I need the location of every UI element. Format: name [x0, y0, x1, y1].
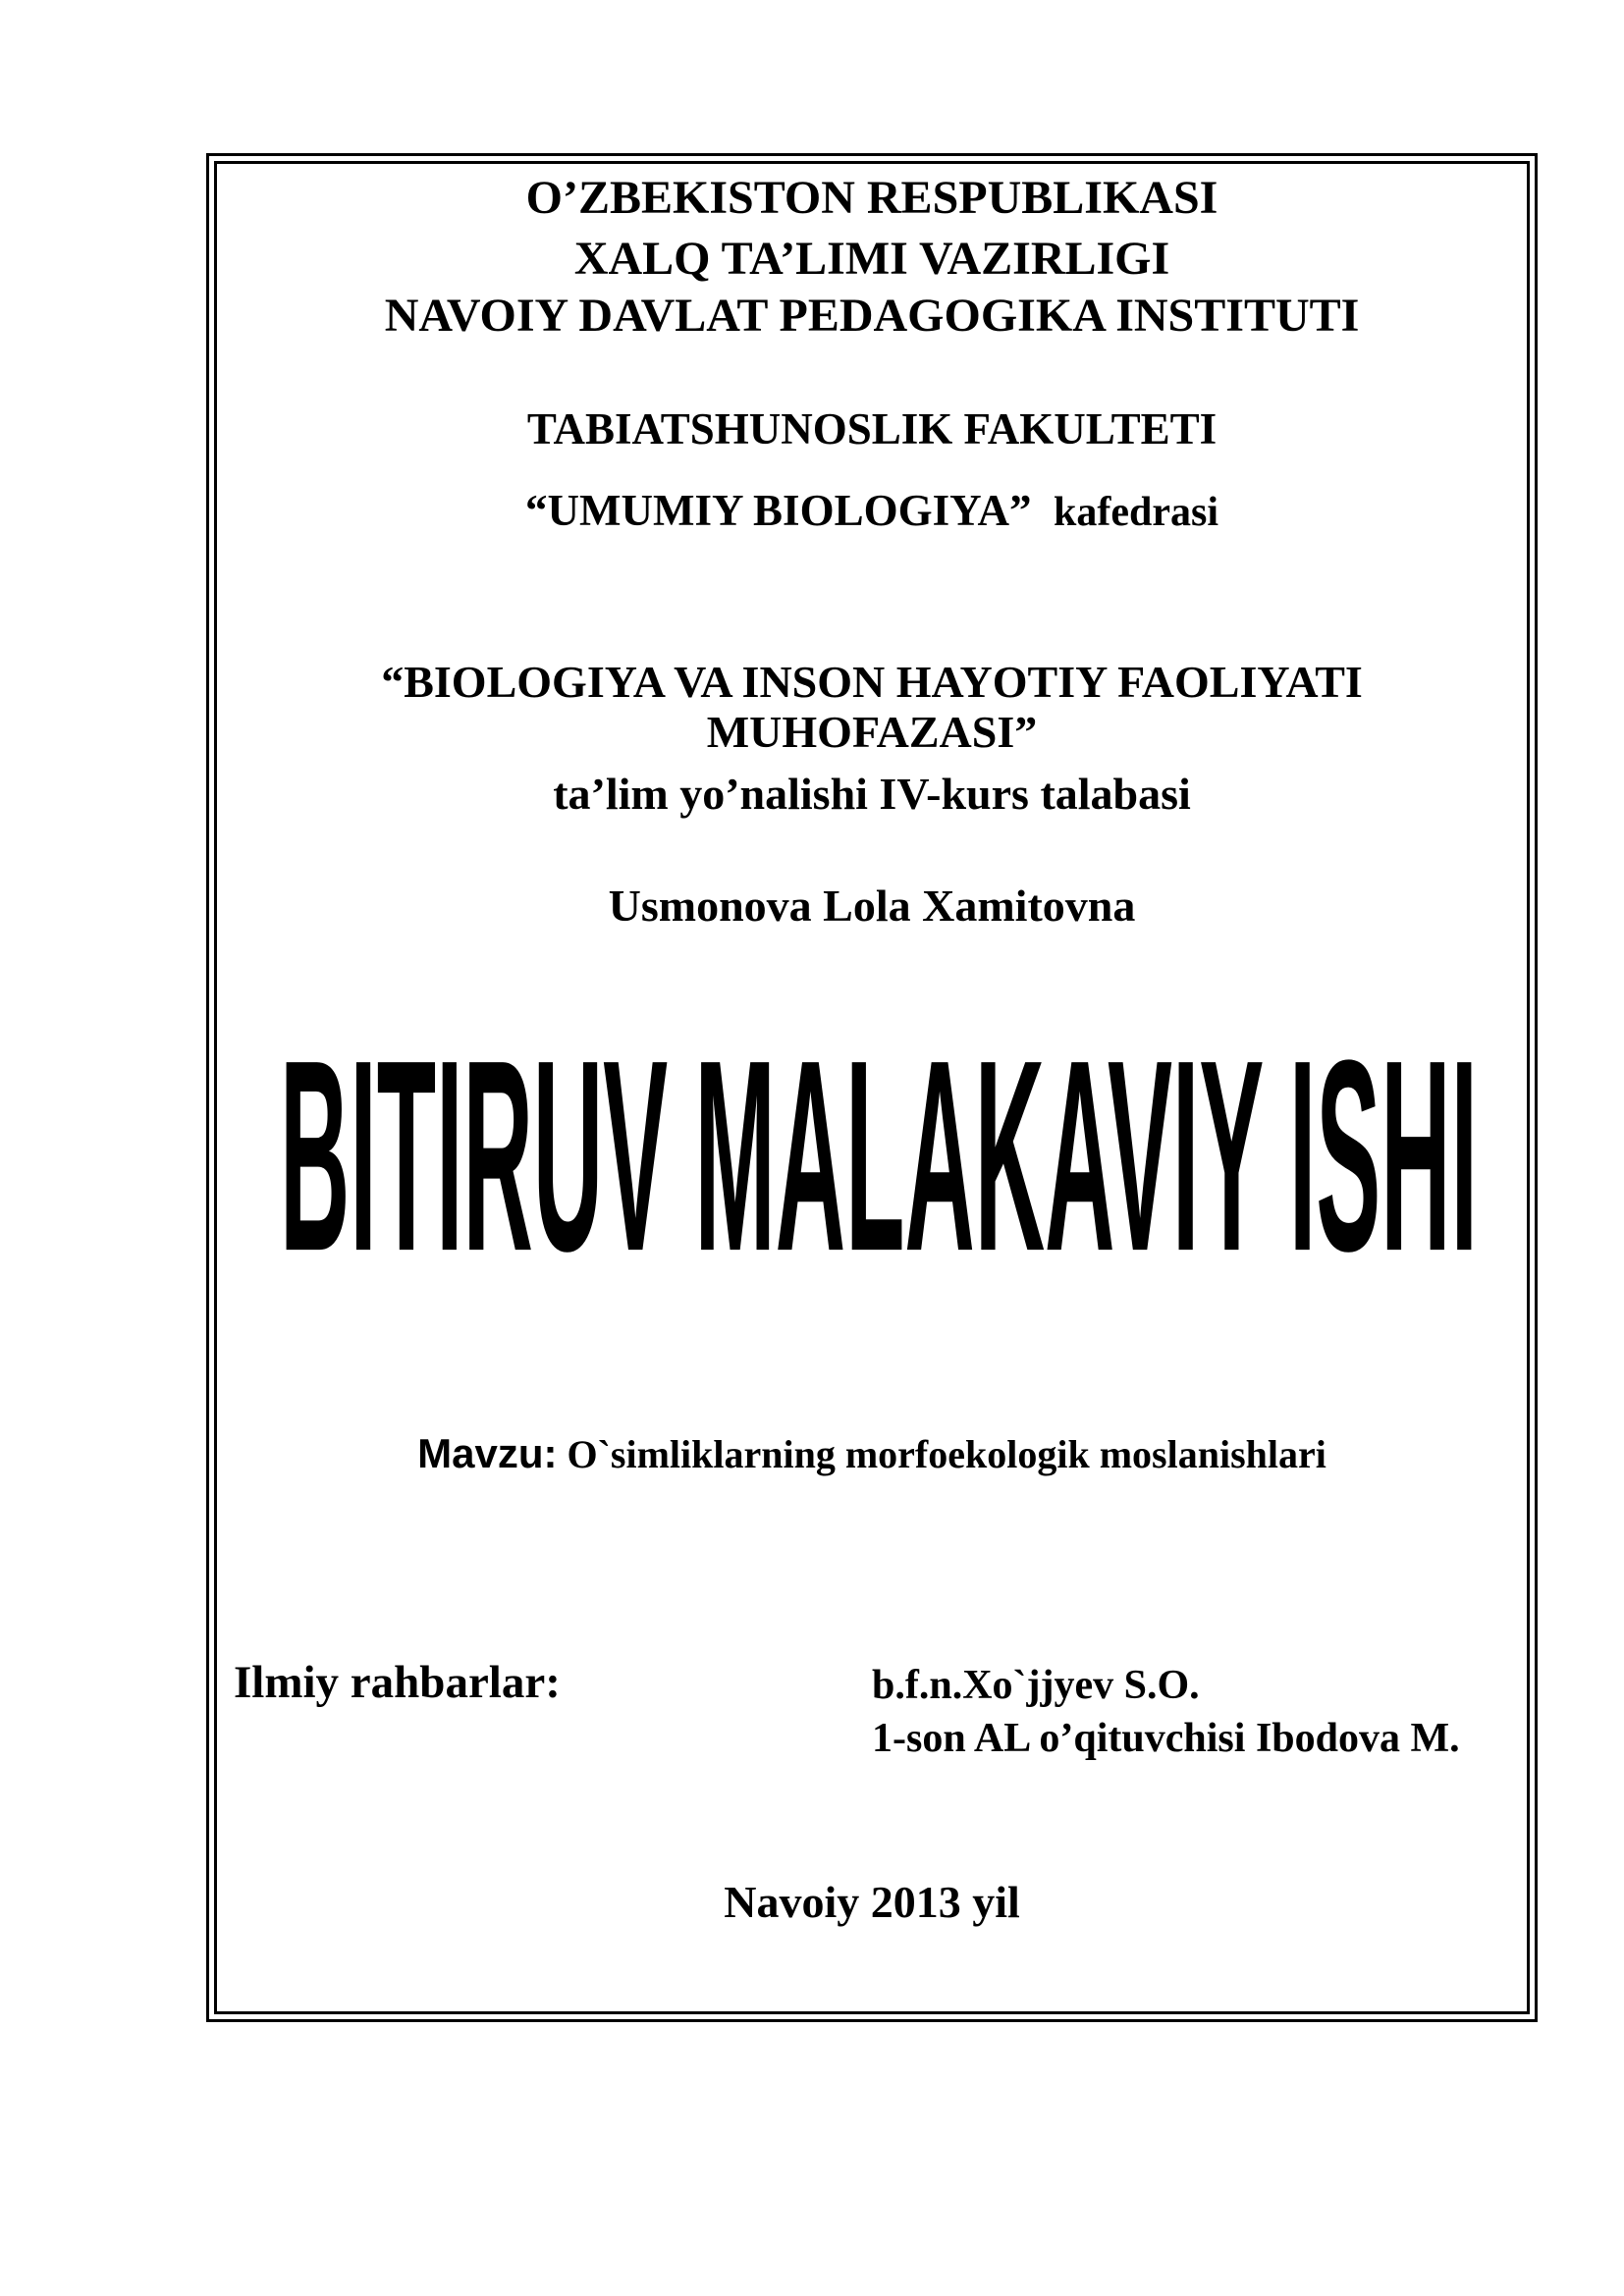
department-name: “UMUMIY BIOLOGIYA”	[525, 486, 1032, 535]
thesis-title-text: BITIRUV MALAKAVIY ISHI	[279, 1004, 1478, 1308]
department-title	[224, 486, 1520, 535]
department-suffix: kafedrasi	[1053, 490, 1218, 535]
topic-text: O`simliklarning morfoekologik moslanishlari	[567, 1432, 1326, 1476]
institute-title: NAVOIY DAVLAT PEDAGOGIKA INSTITUTI	[384, 290, 1360, 342]
topic-label: Mavzu:	[417, 1430, 558, 1476]
program-line-1: “BIOLOGIYA VA INSON HAYOTIY FAOLIYATI	[381, 657, 1363, 707]
program-line-2: MUHOFAZASI”	[706, 707, 1038, 757]
topic-line	[224, 1430, 1520, 1476]
place-year: Navoiy 2013 yil	[724, 1877, 1020, 1927]
student-name: Usmonova Lola Xamitovna	[608, 881, 1136, 931]
program-line-3: ta’lim yo’nalishi IV-kurs talabasi	[553, 769, 1191, 819]
ministry-title: XALQ TA’LIMI VAZIRLIGI	[573, 233, 1170, 285]
thesis-title-wordart	[270, 982, 1488, 1315]
country-title: O’ZBEKISTON RESPUBLIKASI	[525, 172, 1218, 224]
supervisor-1: b.f.n.Xo`jjyev S.O.	[872, 1663, 1200, 1708]
faculty-title: TABIATSHUNOSLIK FAKULTETI	[526, 404, 1218, 454]
supervisors-label: Ilmiy rahbarlar:	[234, 1657, 561, 1708]
supervisor-2: 1-son AL o’qituvchisi Ibodova M.	[872, 1716, 1460, 1761]
